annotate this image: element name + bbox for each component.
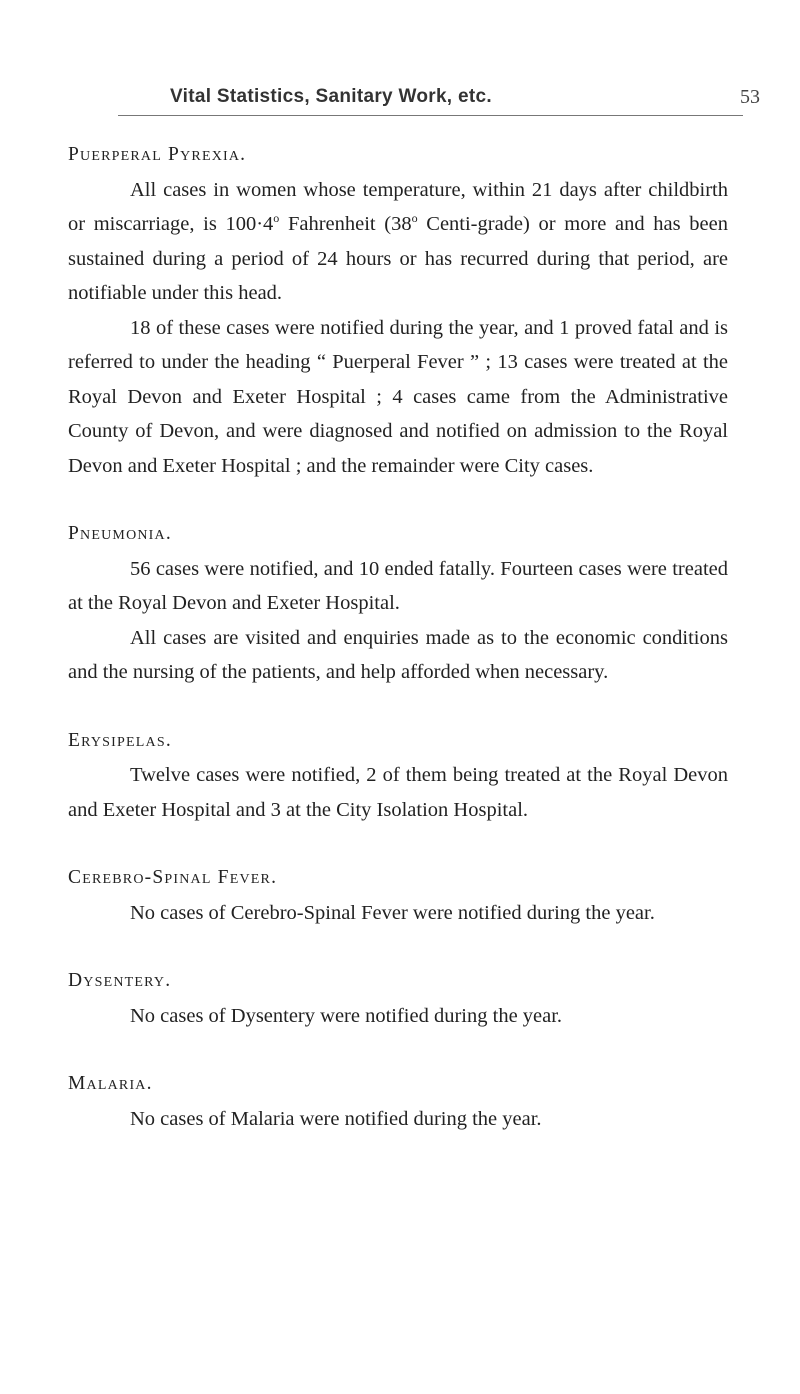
paragraph: 56 cases were notified, and 10 ended fatally. Fourteen cases were treated at the Royal Devon and Exeter Hospital. <box>68 557 728 614</box>
page-body <box>68 138 728 1170</box>
paragraph: All cases are visited and enquiries made as to the economic conditions and the nursing of the patients, and help afforded when necessary. <box>68 626 728 683</box>
paragraph-text: Fahrenheit (38 <box>279 213 412 235</box>
section-heading: Erysipelas. <box>68 729 172 751</box>
page-number: 53 <box>740 86 760 108</box>
section-cerebro-spinal-fever <box>68 861 728 930</box>
section-puerperal-pyrexia <box>68 138 728 483</box>
section-malaria <box>68 1067 728 1136</box>
section-heading: Puerperal Pyrexia. <box>68 144 247 165</box>
paragraph: No cases of Cerebro-Spinal Fever were notified during the year. <box>130 901 655 924</box>
section-heading: Pneumonia. <box>68 523 172 544</box>
paragraph: No cases of Malaria were notified during the year. <box>130 1107 542 1130</box>
section-heading: Dysentery. <box>68 970 172 991</box>
paragraph: No cases of Dysentery were notified during the year. <box>130 1004 563 1027</box>
paragraph: Twelve cases were notified, 2 of them being treated at the Royal Devon and Exeter Hospital and 3 at the City Isolation Hospital. <box>68 764 728 821</box>
running-head <box>0 86 800 116</box>
running-head-title: Vital Statistics, Sanitary Work, etc. <box>170 86 492 107</box>
section-pneumonia <box>68 517 728 690</box>
paragraph-text: All cases in women whose temperature, within 21 days after childbirth or miscarriage, is 100·4 <box>68 178 728 235</box>
paragraph: 18 of these cases were notified during the year, and 1 proved fatal and is referred to under the heading “ Puerperal Fever ” ; 13 cases were treated at the Royal Devon and Exeter Hospital ; 4 cases came from the Administrative County of Devon, and were diagnosed and notified on admission to the Royal Devon and Exeter Hospital ; and the remainder were City cases. <box>68 316 728 477</box>
section-dysentery <box>68 964 728 1033</box>
section-heading: Malaria. <box>68 1073 153 1094</box>
degree-mark: o <box>411 211 418 226</box>
header-rule <box>118 115 743 116</box>
degree-mark: o <box>273 211 280 226</box>
paragraph <box>68 173 728 311</box>
section-erysipelas <box>68 724 728 828</box>
paragraph-text: Centi-grade) or more and has been sustained during a period of 24 hours or has recurred during that period, are notifiable under this head. <box>68 213 728 304</box>
section-heading: Cerebro-Spinal Fever. <box>68 867 278 888</box>
